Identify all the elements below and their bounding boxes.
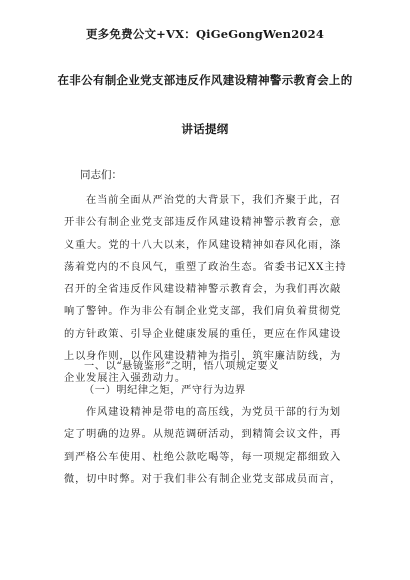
paragraph-line: 定了明确的边界。从规范调研活动，到精简会议文件，再 bbox=[64, 429, 342, 441]
paragraph-line: 开非公有制企业党支部违反作风建设精神警示教育会，意 bbox=[64, 217, 342, 229]
document-title-line-1: 在非公有制企业党支部违反作风建设精神警示教育会上的 bbox=[57, 73, 353, 87]
paragraph-line: 在当前全面从严治党的大背景下，我们齐聚于此，召 bbox=[86, 195, 342, 206]
paragraph-line: 上以身作则，以作风建设精神为指引，筑牢廉洁防线，为 bbox=[64, 351, 342, 363]
paragraph-line: 的方针政策、引导企业健康发展的重任，更应在作风建设 bbox=[64, 328, 342, 340]
paragraph-line: 微，切中时弊。对于我们非公有制企业党支部成员而言， bbox=[64, 473, 342, 485]
header-note: 更多免费公文+VX：QiGeGongWen2024 bbox=[85, 27, 325, 41]
document-title-line-2: 讲话提纲 bbox=[181, 122, 229, 136]
paragraph-line: 作风建设精神是带电的高压线，为党员干部的行为划 bbox=[86, 407, 342, 418]
subsection-heading-1: （一）明纪律之矩，严守行为边界 bbox=[84, 385, 246, 396]
paragraph-line: 到严格公车使用、杜绝公款吃喝等，每一项规定都细致入 bbox=[64, 451, 342, 463]
paragraph-line: 荡着党内的不良风气，重塑了政治生态。省委书记XX主持 bbox=[64, 261, 347, 273]
section-heading-1: 一、以“悬镜鉴形”之明，悟八项规定要义 bbox=[84, 361, 280, 372]
paragraph-2 bbox=[64, 402, 360, 491]
paragraph-line: 响了警钟。作为非公有制企业党支部，我们肩负着贯彻党 bbox=[64, 306, 342, 318]
paragraph-line: 义重大。党的十八大以来，作风建设精神如春风化雨，涤 bbox=[64, 239, 342, 251]
paragraph-line: 企业发展注入强劲动力。 bbox=[64, 373, 186, 385]
paragraph-line: 召开的全省违反作风建设精神警示教育会，为我们再次敲 bbox=[64, 284, 342, 296]
salutation: 同志们： bbox=[80, 169, 122, 181]
